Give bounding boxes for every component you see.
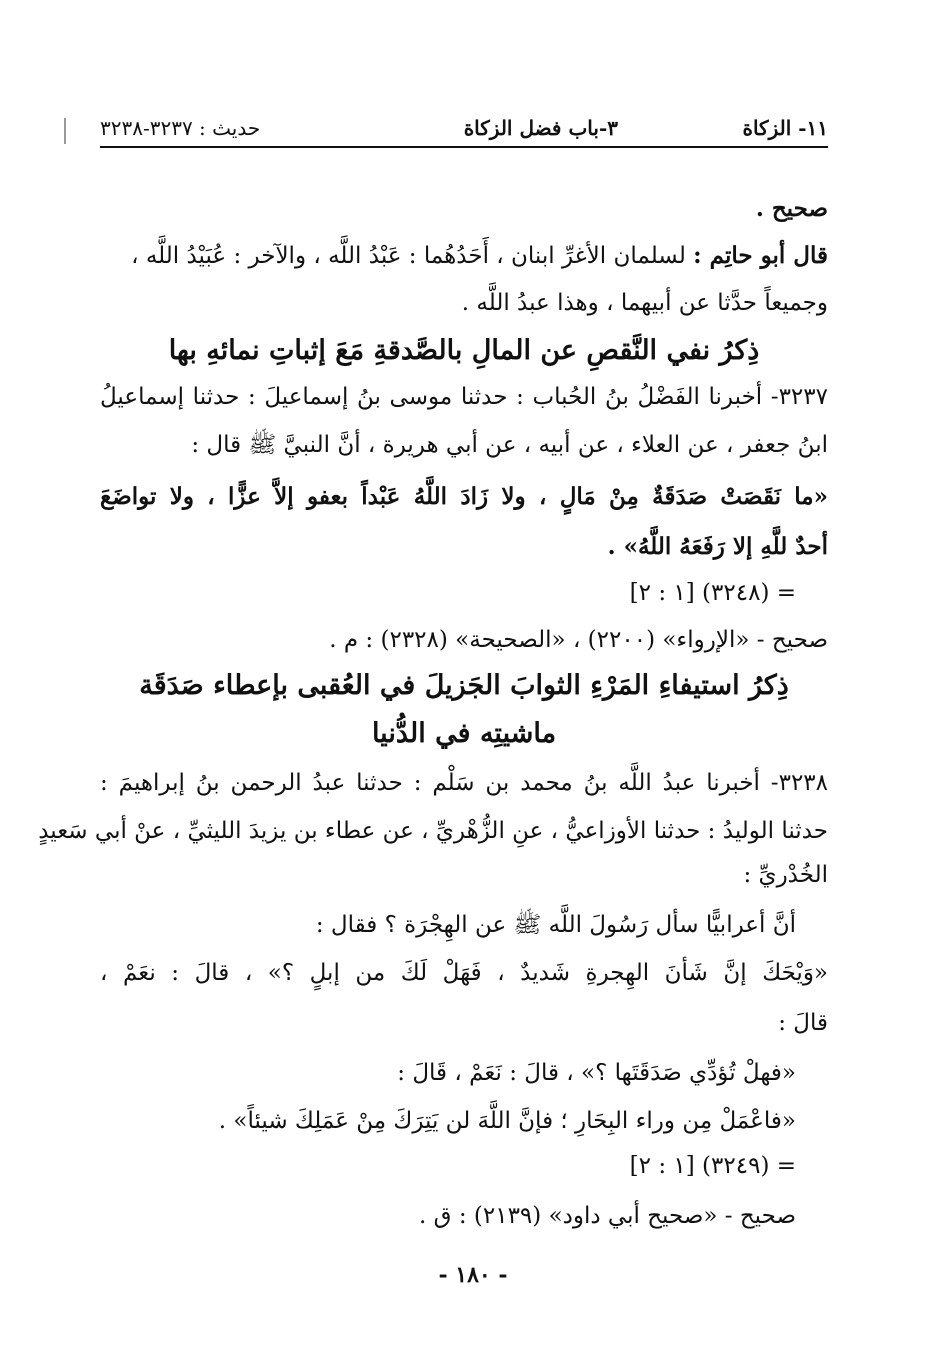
grade-line: صحيح - «الإرواء» (٢٢٠٠) ، «الصحيحة» (٢٣٢٨) : م . [329, 627, 828, 653]
hadith-isnad-line: ٣٢٣٨- أخبرنا عبدُ اللَّه بنُ محمد بن سَلْم : حدثنا عبدُ الرحمن بنُ إبراهيمَ : [100, 770, 829, 796]
running-header [100, 110, 828, 148]
hadith-isnad-line: حدثنا الوليدُ : حدثنا الأوزاعيُّ ، عنِ الزُّهْريِّ ، عن عطاء بن يزيدَ الليثيِّ ، عنْ أبي سَعيدٍ [38, 818, 828, 844]
header-hadith-range: حديث : ٣٢٣٧-٣٢٣٨ [100, 116, 261, 140]
hadith-matn-line: «وَيْحَكَ إنَّ شَأنَ الهِجرةِ شَديدٌ ، فَهَلْ لَكَ من إبلٍ ؟» ، قالَ : نعَمْ ، [100, 960, 828, 986]
header-section: ٣-باب فضل الزكاة [463, 116, 618, 140]
chapter-heading: ماشيتِه في الدُّنيا [371, 718, 557, 749]
narrator-note-line [100, 242, 828, 271]
grade-line: صحيح - «صحيح أبي داود» (٢١٣٩) : ق . [419, 1203, 796, 1229]
hadith-matn-line: قالَ : [778, 1010, 828, 1036]
hadith-matn-line: أنَّ أعرابيًّا سأل رَسُولَ اللَّه ﷺ عن الهِجْرَة ؟ فقال : [315, 912, 796, 938]
hadith-matn-line: «ما نَقَصَتْ صَدَقَةٌ مِنْ مَالٍ ، ولا زَادَ اللَّهُ عَبْداً بعفو إلاَّ عزًّا ، ولا تواضَعَ [100, 483, 828, 510]
narrator-note-continuation: وجميعاً حدَّثا عن أبيهما ، وهذا عبدُ اللَّه . [461, 290, 828, 316]
hadith-matn-line: «فاعْمَلْ مِن وراء البِحَارِ ؛ فإنَّ اللَّهَ لن يَتِرَكَ مِنْ عَمَلِكَ شيئاً» . [218, 1108, 796, 1134]
narrator-note-label: قال أبو حاتِم : [693, 242, 828, 269]
header-chapter: ١١- الزكاة [742, 116, 828, 140]
hadith-isnad-line: ٣٢٣٧- أخبرنا الفَضْلُ بنُ الحُباب : حدثنا موسى بنُ إسماعيلَ : حدثنا إسماعيلُ [100, 384, 828, 410]
cross-reference: = (٣٢٤٩) [١ : ٢] [629, 1153, 796, 1179]
page-number: - ١٨٠ - [438, 1262, 508, 1288]
margin-mark [64, 118, 66, 144]
grade-line: صحيح . [755, 195, 828, 222]
hadith-matn-line: أحدٌ للَّهِ إلا رَفَعَهُ اللَّهُ» . [607, 533, 828, 560]
hadith-matn-line: «فهلْ تُؤدِّي صَدَقَتَها ؟» ، قالَ : نَعَمْ ، قَالَ : [397, 1060, 796, 1086]
hadith-isnad-line: الخُدْريِّ : [743, 862, 828, 888]
chapter-heading: ذِكرُ نفي النَّقصِ عن المالِ بالصَّدقةِ مَعَ إثباتِ نمائهِ بها [168, 335, 760, 366]
cross-reference: = (٣٢٤٨) [١ : ٢] [629, 580, 796, 606]
narrator-note-text: لسلمان الأغرِّ ابنان ، أَحَدُهُما : عَبْدُ اللَّه ، والآخر : عُبَيْدُ اللَّه ، [131, 243, 694, 269]
chapter-heading: ذِكرُ استيفاءِ المَرْءِ الثوابَ الجَزيلَ في العُقبى بإعطاء صَدَقَة [139, 670, 789, 701]
hadith-isnad-line: ابنُ جعفر ، عن العلاء ، عن أبيه ، عن أبي هريرة ، أنَّ النبيَّ ﷺ قال : [191, 432, 828, 458]
